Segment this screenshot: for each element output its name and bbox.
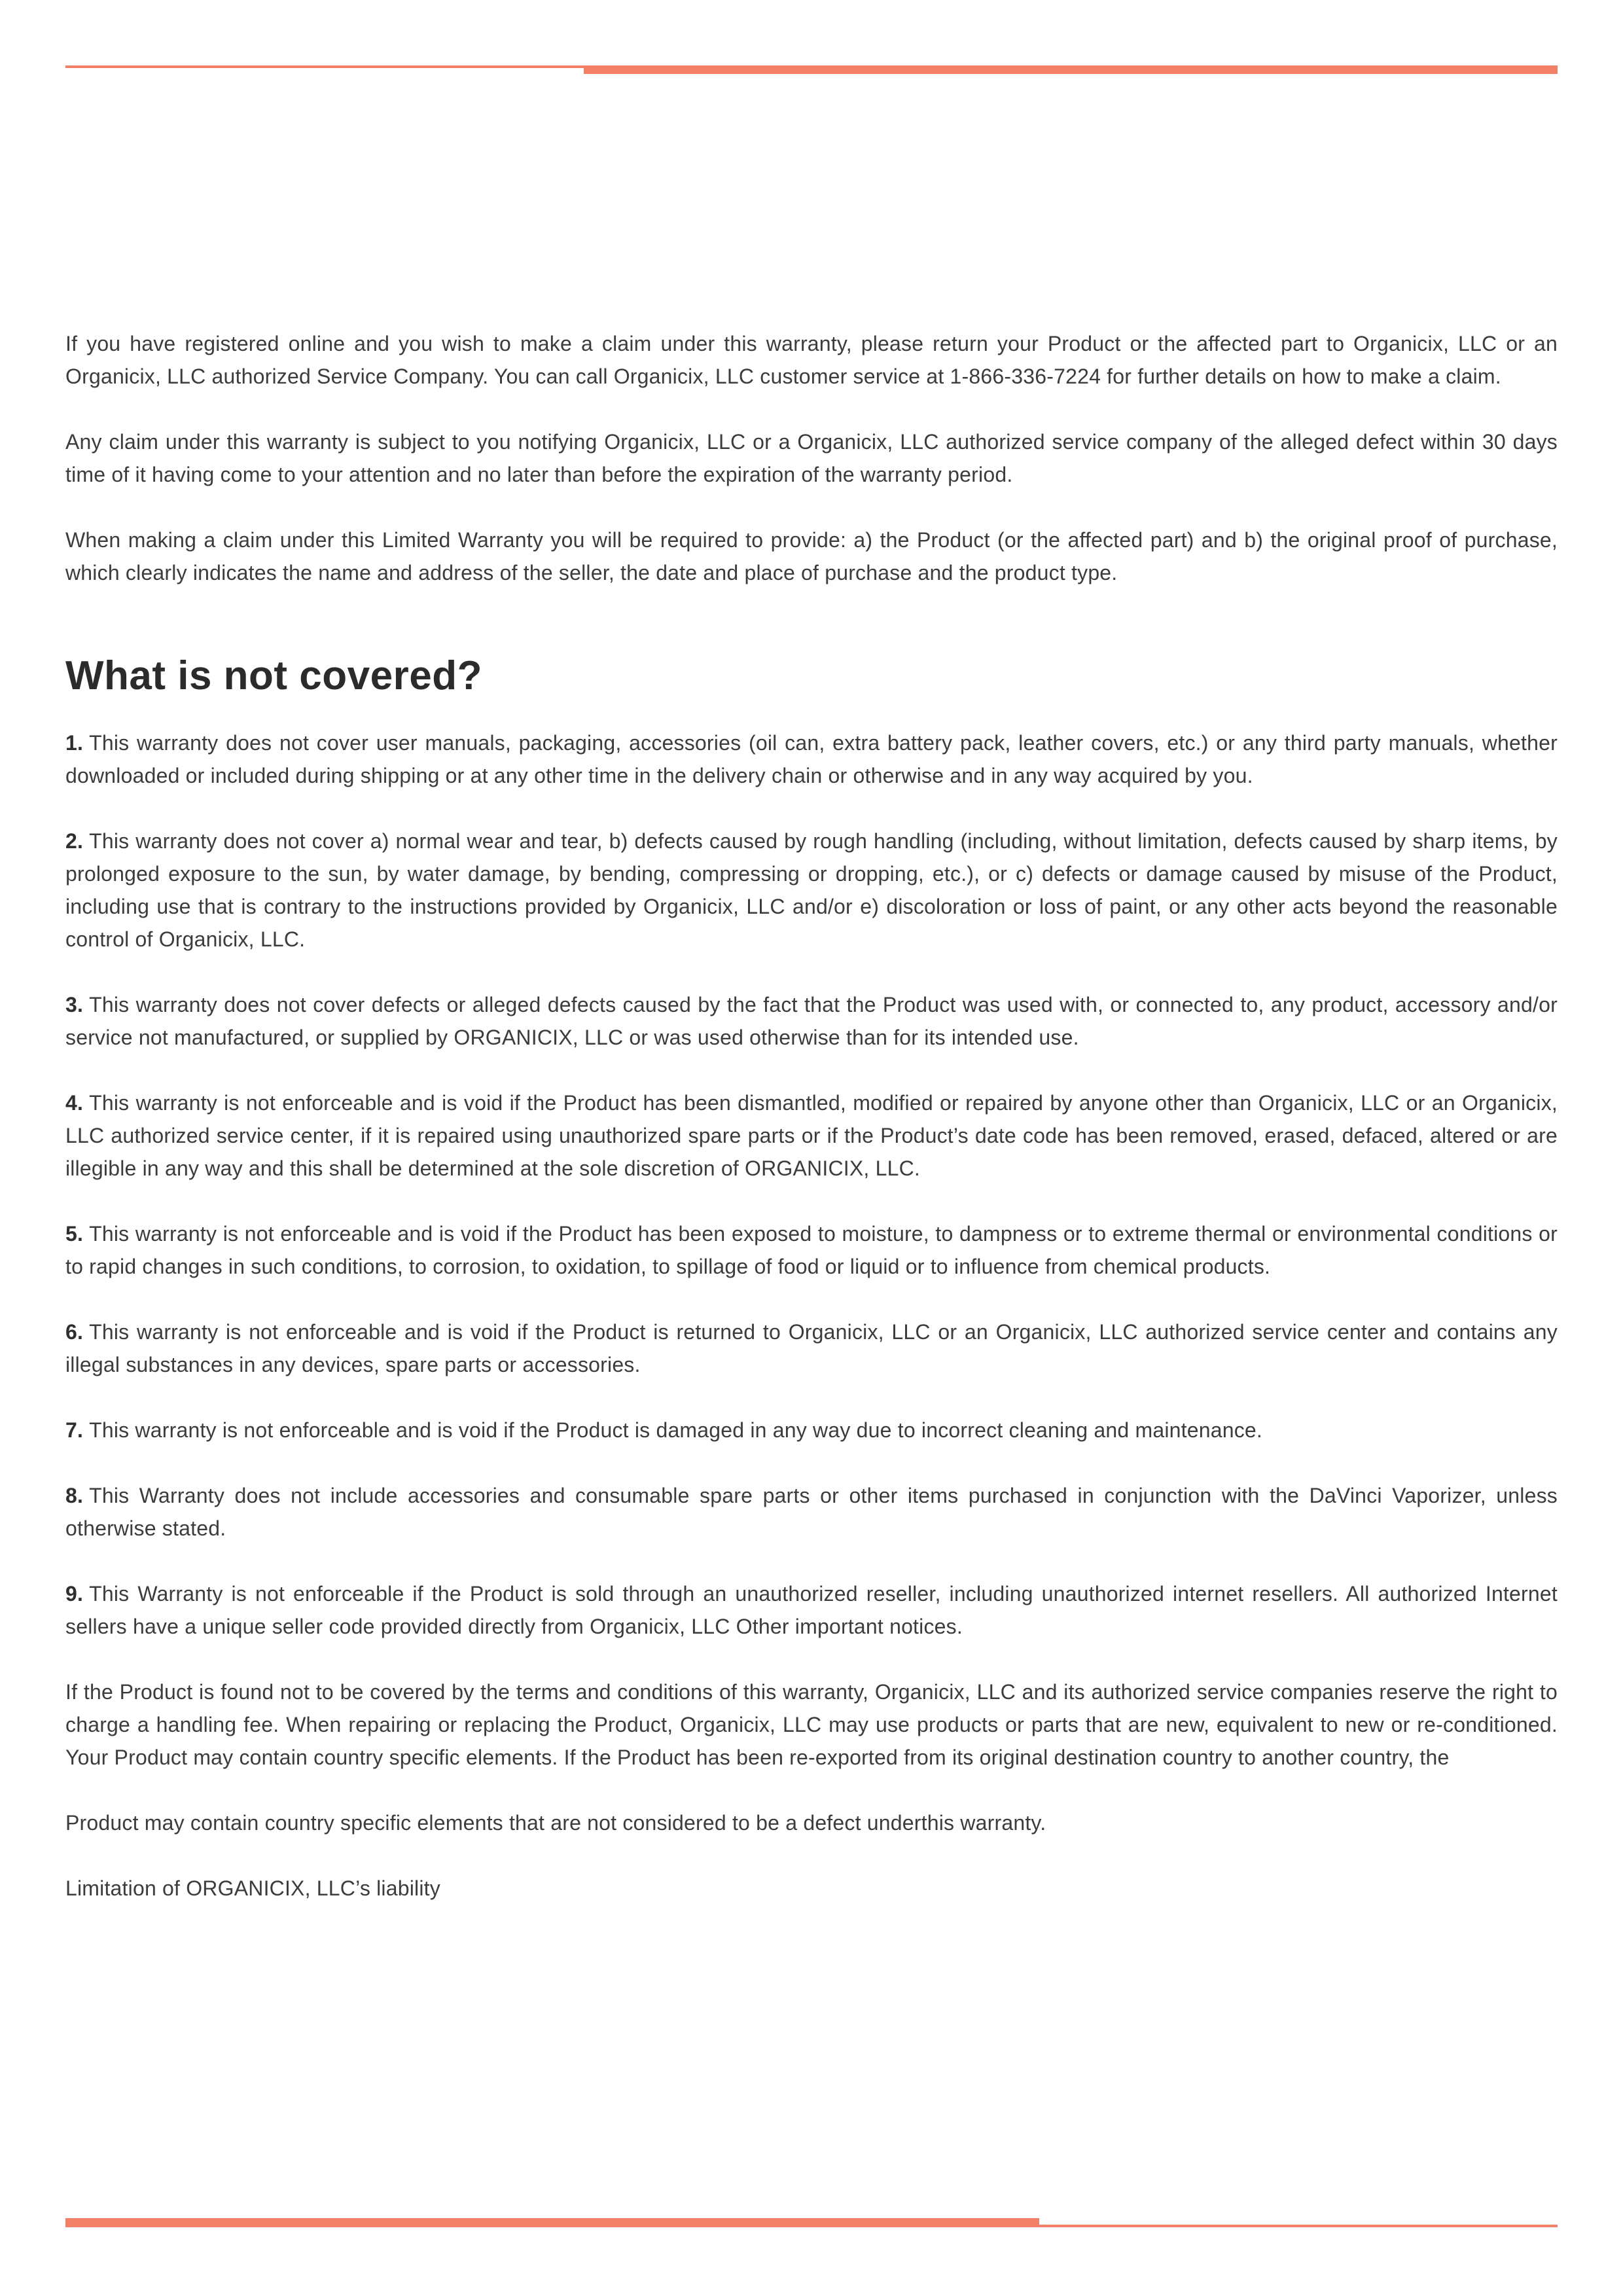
numbered-item bbox=[65, 1316, 1558, 1381]
item-number: 8. bbox=[65, 1484, 84, 1507]
item-text: This warranty is not enforceable and is void if the Product has been dismantled, modified or repaired by anyone other than Organicix, LLC or an Organicix, LLC authorized service center, if it is repaired using unauthorized spare parts or if the Product’s date code has been removed, erased, defaced, altered or are illegible in any way and this shall be determined at the sole discretion of ORGANICIX, LLC. bbox=[65, 1091, 1558, 1180]
item-text: This warranty is not enforceable and is void if the Product has been exposed to moisture, to dampness or to extreme thermal or environmental conditions or to rapid changes in such conditions, to corrosion, to oxidation, to spillage of food or liquid or to influence from chemical products. bbox=[65, 1222, 1558, 1278]
closing-paragraph: Product may contain country specific elements that are not considered to be a defect underthis warranty. bbox=[65, 1811, 1046, 1835]
top-rule-thick-segment bbox=[584, 65, 1558, 74]
numbered-item bbox=[65, 988, 1558, 1054]
top-rule-thin-segment bbox=[65, 65, 584, 68]
intro-paragraph: Any claim under this warranty is subject to you notifying Organicix, LLC or a Organicix, LLC authorized service company of the alleged defect within 30 days time of it having come to your attention and no later than before the expiration of the warranty period. bbox=[65, 430, 1558, 486]
numbered-item bbox=[65, 1414, 1558, 1446]
intro-paragraph: When making a claim under this Limited Warranty you will be required to provide: a) the Product (or the affected part) and b) the original proof of purchase, which clearly indicates the name and address of the seller, the date and place of purchase and the product type. bbox=[65, 528, 1558, 584]
closing-paragraph: Limitation of ORGANICIX, LLC’s liability bbox=[65, 1876, 440, 1900]
numbered-item bbox=[65, 1217, 1558, 1283]
numbered-item bbox=[65, 1086, 1558, 1185]
numbered-item bbox=[65, 726, 1558, 792]
item-text: This warranty is not enforceable and is void if the Product is damaged in any way due to incorrect cleaning and maintenance. bbox=[89, 1418, 1263, 1442]
item-number: 1. bbox=[65, 731, 84, 755]
item-number: 3. bbox=[65, 993, 84, 1016]
numbered-item bbox=[65, 1479, 1558, 1545]
item-number: 5. bbox=[65, 1222, 84, 1246]
item-text: This warranty does not cover user manuals, packaging, accessories (oil can, extra battery pack, leather covers, etc.) or any third party manuals, whether downloaded or included during shipping or at any other time in the delivery chain or otherwise and in any way acquired by you. bbox=[65, 731, 1558, 787]
numbered-item bbox=[65, 1577, 1558, 1643]
numbered-item bbox=[65, 825, 1558, 956]
item-text: This warranty does not cover a) normal wear and tear, b) defects caused by rough handling (including, without limitation, defects caused by sharp items, by prolonged exposure to the sun, by water damage, by bending, compressing or dropping, etc.), or c) defects or damage caused by misuse of the Product, including use that is contrary to the instructions provided by Organicix, LLC and/or e) discoloration or loss of paint, or any other acts beyond the reasonable control of Organicix, LLC. bbox=[65, 829, 1558, 951]
item-text: This warranty is not enforceable and is void if the Product is returned to Organicix, LLC or an Organicix, LLC authorized service center and contains any illegal substances in any devices, spare parts or accessories. bbox=[65, 1320, 1558, 1376]
bottom-rule-thick-segment bbox=[65, 2218, 1039, 2227]
item-number: 7. bbox=[65, 1418, 84, 1442]
document-content bbox=[65, 327, 1558, 1937]
item-number: 6. bbox=[65, 1320, 84, 1344]
closing-paragraph: If the Product is found not to be covered by the terms and conditions of this warranty, Organicix, LLC and its authorized service companies reserve the right to charge a handling fee. When repairing or replacing the Product, Organicix, LLC may use products or parts that are new, equivalent to new or re-conditioned. Your Product may contain country specific elements. If the Product has been re-exported from its original destination country to another country, the bbox=[65, 1680, 1558, 1769]
item-number: 9. bbox=[65, 1582, 84, 1605]
item-text: This Warranty is not enforceable if the Product is sold through an unauthorized reseller, including unauthorized internet resellers. All authorized Internet sellers have a unique seller code provided directly from Organicix, LLC Other important notices. bbox=[65, 1582, 1558, 1638]
section-heading: What is not covered? bbox=[65, 653, 482, 698]
item-number: 4. bbox=[65, 1091, 84, 1115]
item-text: This Warranty does not include accessories and consumable spare parts or other items purchased in conjunction with the DaVinci Vaporizer, unless otherwise stated. bbox=[65, 1484, 1558, 1540]
item-number: 2. bbox=[65, 829, 84, 853]
intro-paragraph: If you have registered online and you wish to make a claim under this warranty, please return your Product or the affected part to Organicix, LLC or an Organicix, LLC authorized Service Company. You can call Organicix, LLC customer service at 1-866-336-7224 for further details on how to make a claim. bbox=[65, 332, 1558, 388]
bottom-rule-thin-segment bbox=[1039, 2225, 1558, 2227]
item-text: This warranty does not cover defects or alleged defects caused by the fact that the Product was used with, or connected to, any product, accessory and/or service not manufactured, or supplied by ORGANICIX, LLC or was used otherwise than for its intended use. bbox=[65, 993, 1558, 1049]
